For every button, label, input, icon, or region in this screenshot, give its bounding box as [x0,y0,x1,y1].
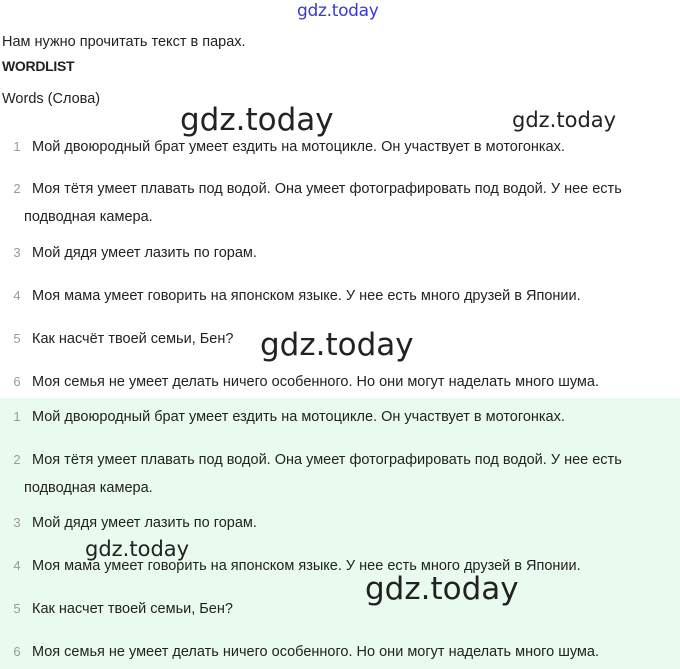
watermark: gdz.today [180,102,334,138]
item-number: 4 [13,288,21,303]
item-text-continued: подводная камера. [24,480,153,496]
watermark: gdz.today [512,108,617,132]
item-text: Моя тётя умеет плавать под водой. Она умеет фотографировать под водой. У нее есть [32,181,622,197]
wordlist-subtitle: Words (Слова) [2,91,101,107]
item-number: 3 [13,245,21,260]
item-text: Моя семья не умеет делать ничего особенного. Но они могут наделать много шума. [32,374,599,390]
watermark-top: gdz.today [297,1,379,21]
item-number: 1 [13,409,21,424]
wordlist-title: WORDLIST [2,58,75,74]
item-text: Мой двоюродный брат умеет ездить на мотоцикле. Он участвует в мотогонках. [32,139,565,155]
item-text: Мой дядя умеет лазить по горам. [32,245,257,261]
watermark: gdz.today [260,327,414,363]
item-text: Мой дядя умеет лазить по горам. [32,515,257,531]
item-number: 6 [13,644,21,659]
item-number: 6 [13,374,21,389]
item-number: 2 [13,452,21,467]
item-number: 5 [13,601,21,616]
item-text: Моя семья не умеет делать ничего особенного. Но они могут наделать много шума. [32,644,599,660]
item-text: Моя мама умеет говорить на японском языке. У нее есть много друзей в Японии. [32,558,581,574]
watermark: gdz.today [85,537,190,561]
item-number: 2 [13,181,21,196]
item-number: 3 [13,515,21,530]
item-number: 4 [13,558,21,573]
item-text: Как насчёт твоей семьи, Бен? [32,331,234,347]
intro-text: Нам нужно прочитать текст в парах. [2,34,246,50]
item-text: Как насчет твоей семьи, Бен? [32,601,233,617]
item-text-continued: подводная камера. [24,209,153,225]
item-text: Моя мама умеет говорить на японском языке. У нее есть много друзей в Японии. [32,288,581,304]
item-text: Моя тётя умеет плавать под водой. Она умеет фотографировать под водой. У нее есть [32,452,622,468]
item-number: 5 [13,331,21,346]
watermark: gdz.today [365,571,519,607]
item-text: Мой двоюродный брат умеет ездить на мотоцикле. Он участвует в мотогонках. [32,409,565,425]
item-number: 1 [13,139,21,154]
